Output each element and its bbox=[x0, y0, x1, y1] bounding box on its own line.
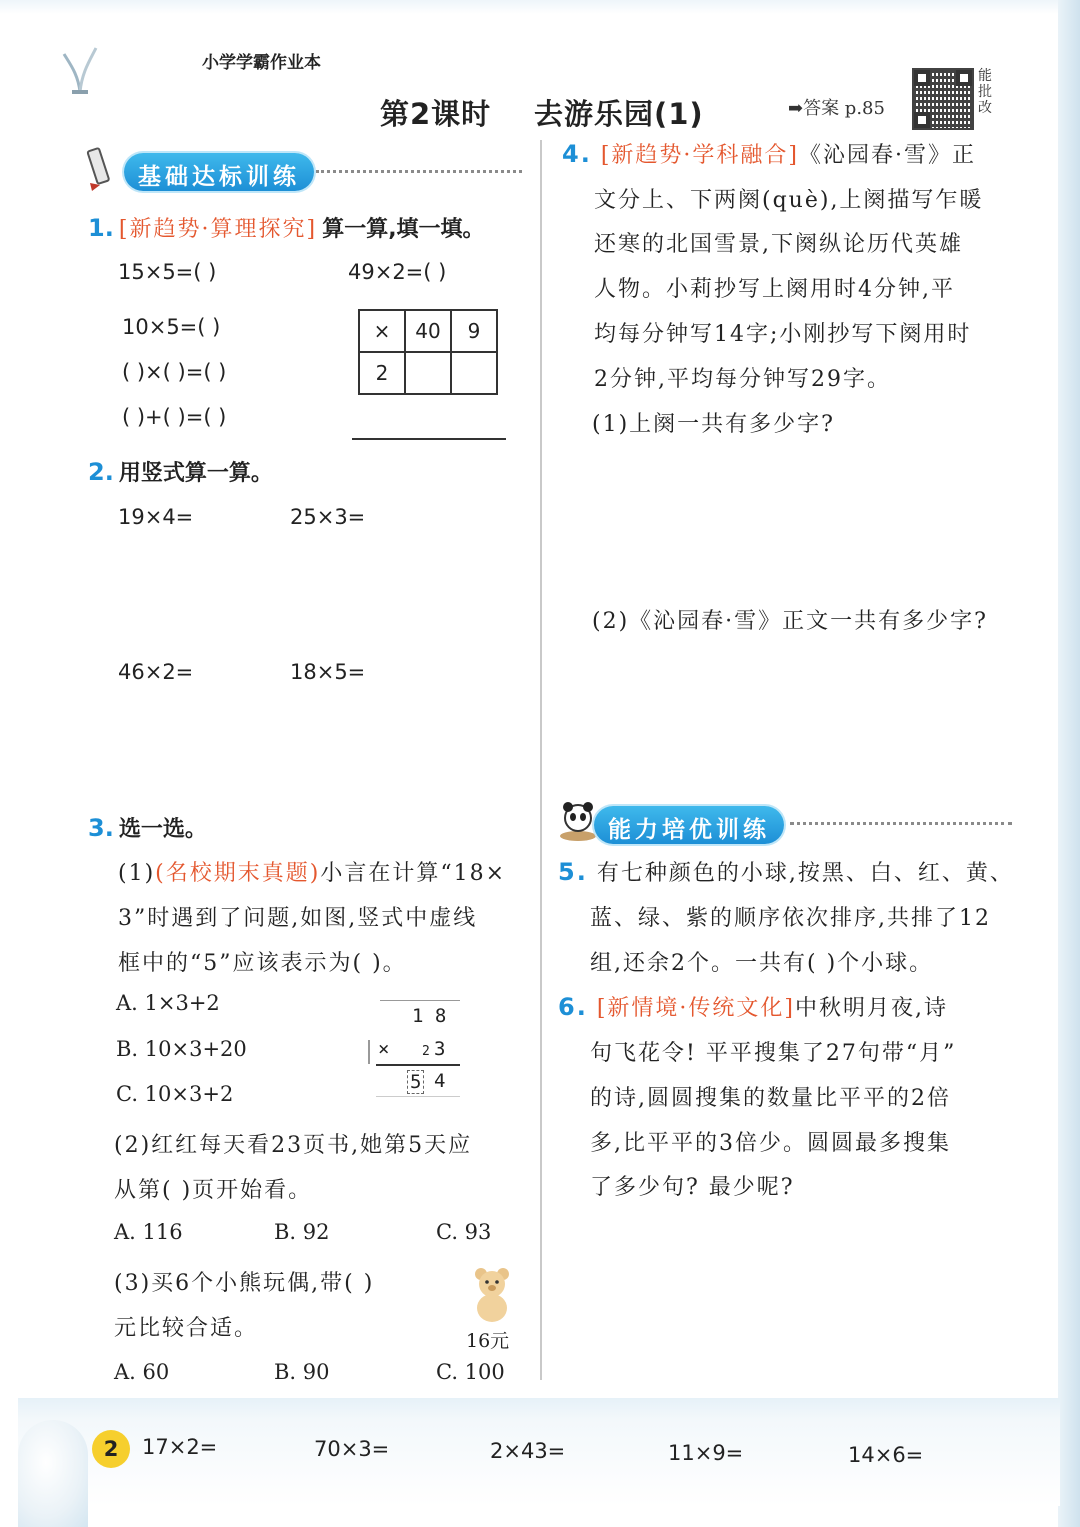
q5-line-3: 组,还余2个。一共有( )个小球。 bbox=[590, 951, 934, 976]
question-1-header bbox=[88, 212, 485, 243]
oral-calc-3: 2×43= bbox=[490, 1439, 566, 1463]
question-tag: [新趋势·算理探究] bbox=[118, 217, 318, 242]
q4-line-2: 文分上、下两阕(què),上阕描写乍暖 bbox=[594, 188, 984, 213]
q3-part2-line2: 从第( )页开始看。 bbox=[114, 1178, 313, 1203]
lesson-title: 去游乐园(1) bbox=[534, 97, 704, 131]
q3-part1-option-a[interactable]: A. 1×3+2 bbox=[116, 991, 220, 1015]
question-2-header bbox=[88, 456, 273, 487]
bear-price: 16元 bbox=[466, 1330, 510, 1352]
q6-line-2: 句飞花令! 平平搜集了27句带“月” bbox=[590, 1041, 957, 1066]
qr-code-icon[interactable] bbox=[912, 68, 974, 130]
q5-line-2: 蓝、绿、紫的顺序依次排序,共排了12 bbox=[590, 906, 991, 931]
q4-sub-2: (2)《沁园春·雪》正文一共有多少字? bbox=[592, 609, 988, 634]
q4-line-6: 2分钟,平均每分钟写29字。 bbox=[594, 367, 891, 392]
answer-line[interactable] bbox=[352, 438, 506, 440]
oral-calc-1: 17×2= bbox=[142, 1435, 218, 1459]
grid-header-1: 40 bbox=[405, 310, 451, 352]
q4-line-4: 人物。小莉抄写上阕用时4分钟,平 bbox=[594, 277, 955, 302]
question-number: 3. bbox=[88, 814, 114, 842]
q4-line-5: 均每分钟写14字;小刚抄写下阕用时 bbox=[594, 322, 972, 347]
question-number: 4. bbox=[562, 140, 592, 168]
q6-line-3: 的诗,圆圆搜集的数量比平平的2倍 bbox=[590, 1086, 951, 1111]
q2-item-2: 25×3= bbox=[290, 505, 366, 529]
vertical-multiplier: 3 bbox=[434, 1038, 446, 1060]
q3-part3-option-c[interactable]: C. 100 bbox=[436, 1360, 505, 1384]
q3-part1-option-b[interactable]: B. 10×3+20 bbox=[116, 1037, 247, 1061]
q1-equation-2: 49×2=( ) bbox=[348, 260, 447, 284]
q1-equation-3: 10×5=( ) bbox=[122, 315, 221, 339]
vertical-carry: 2 bbox=[422, 1044, 430, 1059]
question-tag: [新趋势·学科融合] bbox=[600, 143, 799, 168]
section-basic-training: 基础达标训练 bbox=[124, 153, 314, 191]
column-divider bbox=[540, 140, 542, 1380]
top-band bbox=[0, 0, 1080, 14]
question-number: 2. bbox=[88, 458, 114, 486]
question-number: 6. bbox=[558, 993, 588, 1021]
q3-part3-line1: (3)买6个小熊玩偶,带( ) bbox=[114, 1271, 375, 1296]
q3-part3-option-a[interactable]: A. 60 bbox=[114, 1360, 170, 1384]
goose-icon bbox=[18, 1420, 88, 1527]
q3-part2-option-a[interactable]: A. 116 bbox=[114, 1220, 183, 1244]
q3-part3-option-b[interactable]: B. 90 bbox=[274, 1360, 330, 1384]
lesson-number: 第2课时 bbox=[380, 97, 492, 131]
vertical-result: 4 bbox=[434, 1070, 446, 1092]
question-prompt: 用竖式算一算。 bbox=[118, 461, 273, 486]
q1-equation-1: 15×5=( ) bbox=[118, 260, 217, 284]
vertical-top: 1 8 bbox=[412, 1005, 447, 1027]
grid-operator: × bbox=[359, 310, 405, 352]
q4-line-1: 《沁园春·雪》正 bbox=[799, 143, 976, 168]
q4-sub-1: (1)上阕一共有多少字? bbox=[592, 412, 835, 437]
pencil-icon bbox=[86, 145, 126, 191]
q3-part1-option-c[interactable]: C. 10×3+2 bbox=[116, 1082, 234, 1106]
section-divider bbox=[790, 822, 1012, 825]
smart-grading-label: 能批改 bbox=[978, 68, 992, 116]
multiplication-grid bbox=[358, 309, 498, 395]
q6-line-1: 中秋明月夜,诗 bbox=[795, 996, 948, 1021]
section-divider bbox=[316, 170, 522, 173]
question-number: 5. bbox=[558, 858, 588, 886]
grid-row-label: 2 bbox=[359, 352, 405, 394]
question-tag: [新情境·传统文化] bbox=[596, 996, 795, 1021]
question-6-header bbox=[558, 991, 948, 1022]
grid-header-2: 9 bbox=[451, 310, 497, 352]
grid-cell[interactable] bbox=[405, 352, 451, 394]
teddy-bear-icon bbox=[470, 1266, 514, 1324]
q3-part3-line2: 元比较合适。 bbox=[114, 1316, 259, 1341]
oral-calc-5: 14×6= bbox=[848, 1443, 924, 1467]
book-title: 小学学霸作业本 bbox=[202, 53, 321, 73]
question-3-header bbox=[88, 812, 207, 843]
q1-equation-5: ( )+( )=( ) bbox=[122, 405, 227, 429]
q3-part2-option-c[interactable]: C. 93 bbox=[436, 1220, 492, 1244]
q4-line-3: 还寒的北国雪景,下阕纵论历代英雄 bbox=[594, 232, 963, 257]
q2-item-4: 18×5= bbox=[290, 660, 366, 684]
q2-item-3: 46×2= bbox=[118, 660, 194, 684]
page-edge bbox=[1058, 0, 1080, 1527]
question-number: 1. bbox=[88, 214, 114, 242]
part-text: 小言在计算“18× bbox=[320, 861, 507, 886]
vertical-operator: × bbox=[378, 1038, 390, 1060]
oral-calc-4: 11×9= bbox=[668, 1441, 744, 1465]
question-4-header bbox=[562, 138, 976, 169]
section-advanced-training: 能力培优训练 bbox=[594, 806, 784, 844]
q5-line-1: 有七种颜色的小球,按黑、白、红、黄、 bbox=[596, 861, 1014, 886]
q6-line-4: 多,比平平的3倍少。圆圆最多搜集 bbox=[590, 1131, 951, 1156]
page-number-badge: 2 bbox=[92, 1430, 130, 1468]
question-prompt: 选一选。 bbox=[118, 817, 207, 842]
question-prompt: 算一算,填一填。 bbox=[322, 217, 485, 242]
q3-part2-option-b[interactable]: B. 92 bbox=[274, 1220, 330, 1244]
q3-part2-line1: (2)红红每天看23页书,她第5天应 bbox=[114, 1133, 473, 1158]
q3-part1-line1 bbox=[118, 856, 506, 887]
oral-calc-2: 70×3= bbox=[314, 1437, 390, 1461]
question-tag: (名校期末真题) bbox=[155, 861, 321, 886]
grid-cell[interactable] bbox=[451, 352, 497, 394]
q3-part1-line2: 3”时遇到了问题,如图,竖式中虚线 bbox=[118, 906, 478, 931]
plant-icon bbox=[60, 44, 100, 94]
question-5-header bbox=[558, 856, 1014, 887]
q6-line-5: 了多少句? 最少呢? bbox=[590, 1175, 795, 1200]
q3-part1-line3: 框中的“5”应该表示为( )。 bbox=[118, 951, 407, 976]
q1-equation-4: ( )×( )=( ) bbox=[122, 360, 227, 384]
q2-item-1: 19×4= bbox=[118, 505, 194, 529]
part-label: (1) bbox=[118, 861, 156, 886]
answer-reference: ➡答案 p.85 bbox=[788, 98, 885, 119]
vertical-result-boxed: 5 bbox=[407, 1070, 424, 1094]
